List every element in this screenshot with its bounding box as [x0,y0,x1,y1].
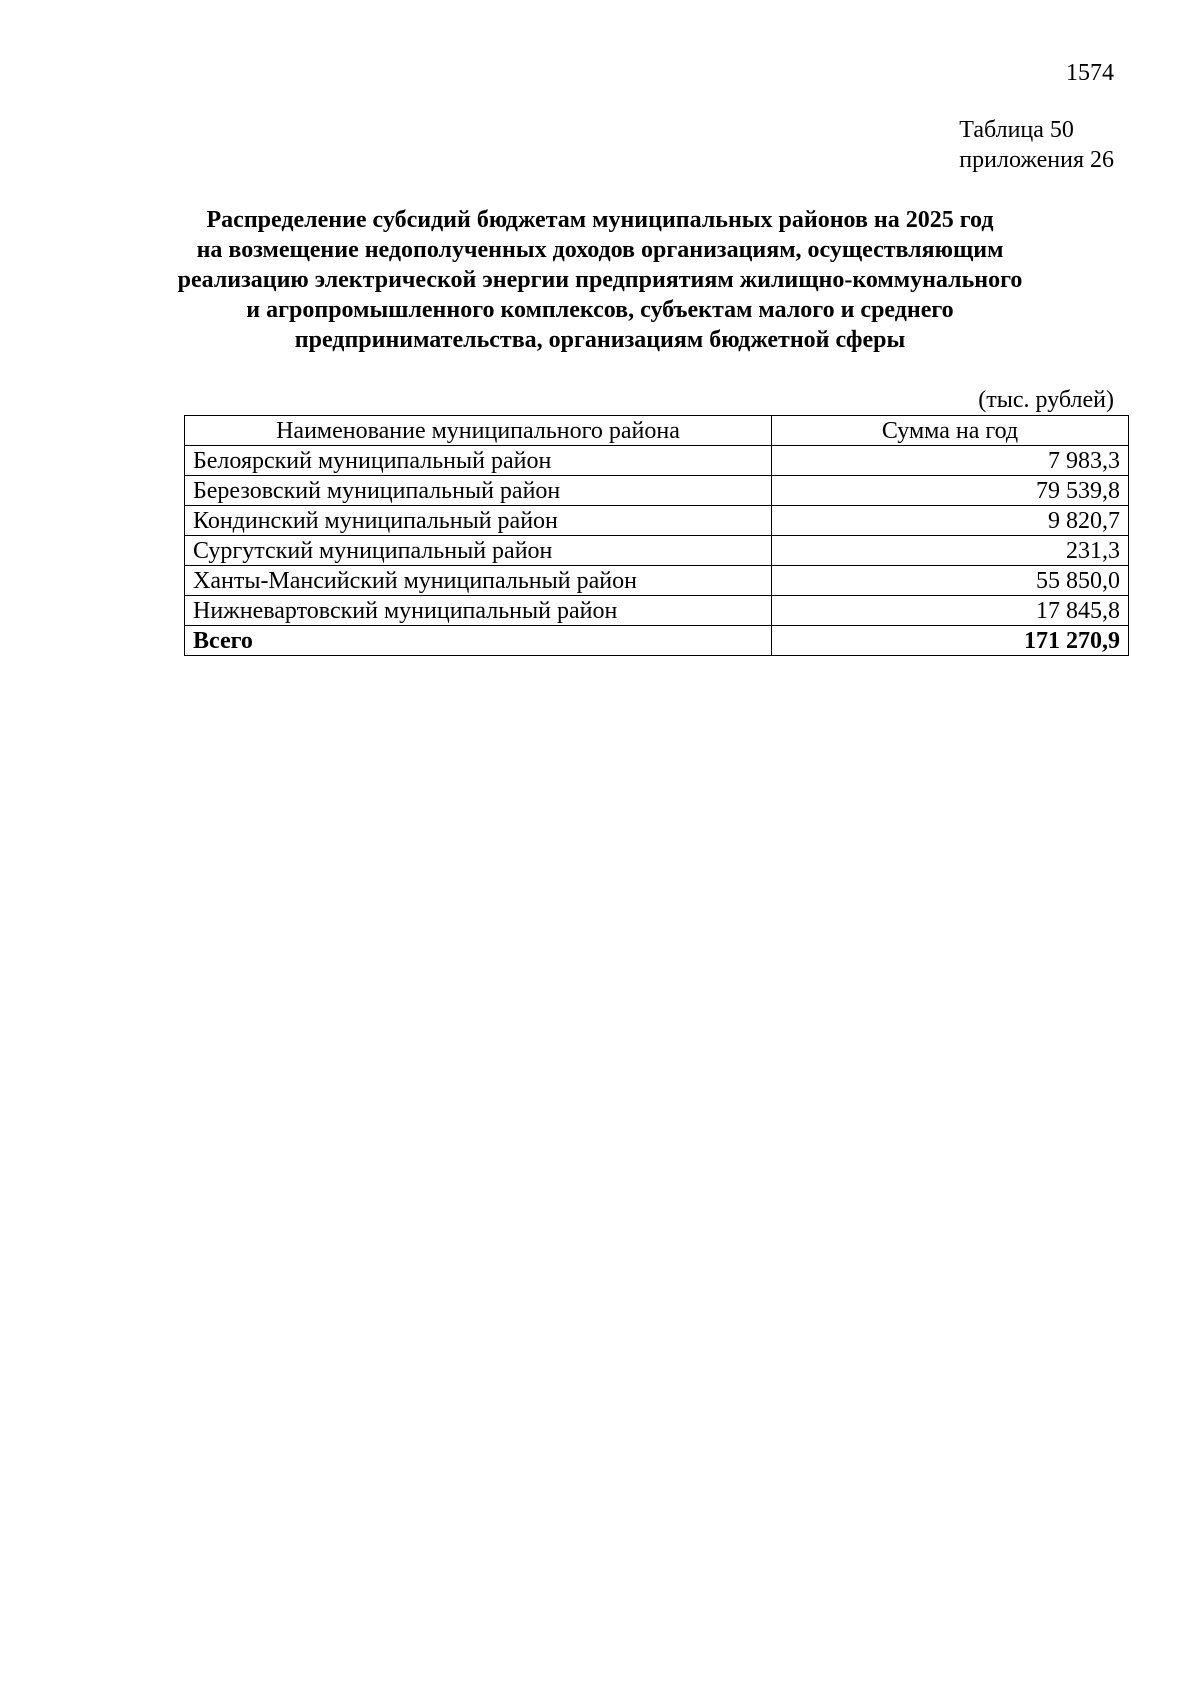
table-header-row [185,416,1129,446]
title-line: реализацию электрической энергии предприятиям жилищно-коммунального [177,267,1023,293]
header-name: Наименование муниципального района [185,416,772,446]
table-row [185,506,1129,536]
page-number: 1574 [1066,60,1114,86]
district-amount: 55 850,0 [772,566,1129,596]
district-name: Сургутский муниципальный район [185,536,772,566]
title-line: Распределение субсидий бюджетам муниципальных районов на 2025 год [206,207,994,233]
district-amount: 9 820,7 [772,506,1129,536]
table-row [185,566,1129,596]
district-amount: 17 845,8 [772,596,1129,626]
district-amount: 231,3 [772,536,1129,566]
total-amount: 171 270,9 [772,626,1129,656]
district-amount: 79 539,8 [772,476,1129,506]
units-label: (тыс. рублей) [978,387,1114,413]
table-row [185,536,1129,566]
title-line: и агропромышленного комплексов, субъектам малого и среднего [246,297,954,323]
district-name: Нижневартовский муниципальный район [185,596,772,626]
district-name: Ханты-Мансийский муниципальный район [185,566,772,596]
header-amount: Сумма на год [772,416,1129,446]
table-row [185,596,1129,626]
district-amount: 7 983,3 [772,446,1129,476]
document-title [140,205,1060,355]
total-label: Всего [185,626,772,656]
title-line: на возмещение недополученных доходов организациям, осуществляющим [196,237,1004,263]
table-total-row [185,626,1129,656]
district-name: Березовский муниципальный район [185,476,772,506]
appendix-number: приложения 26 [959,147,1114,173]
table-row [185,446,1129,476]
subsidy-table [184,415,1129,656]
table-reference [959,115,1114,175]
district-name: Белоярский муниципальный район [185,446,772,476]
title-line: предпринимательства, организациям бюджетной сферы [294,327,906,353]
table-row [185,476,1129,506]
district-name: Кондинский муниципальный район [185,506,772,536]
table-number: Таблица 50 [959,117,1074,143]
